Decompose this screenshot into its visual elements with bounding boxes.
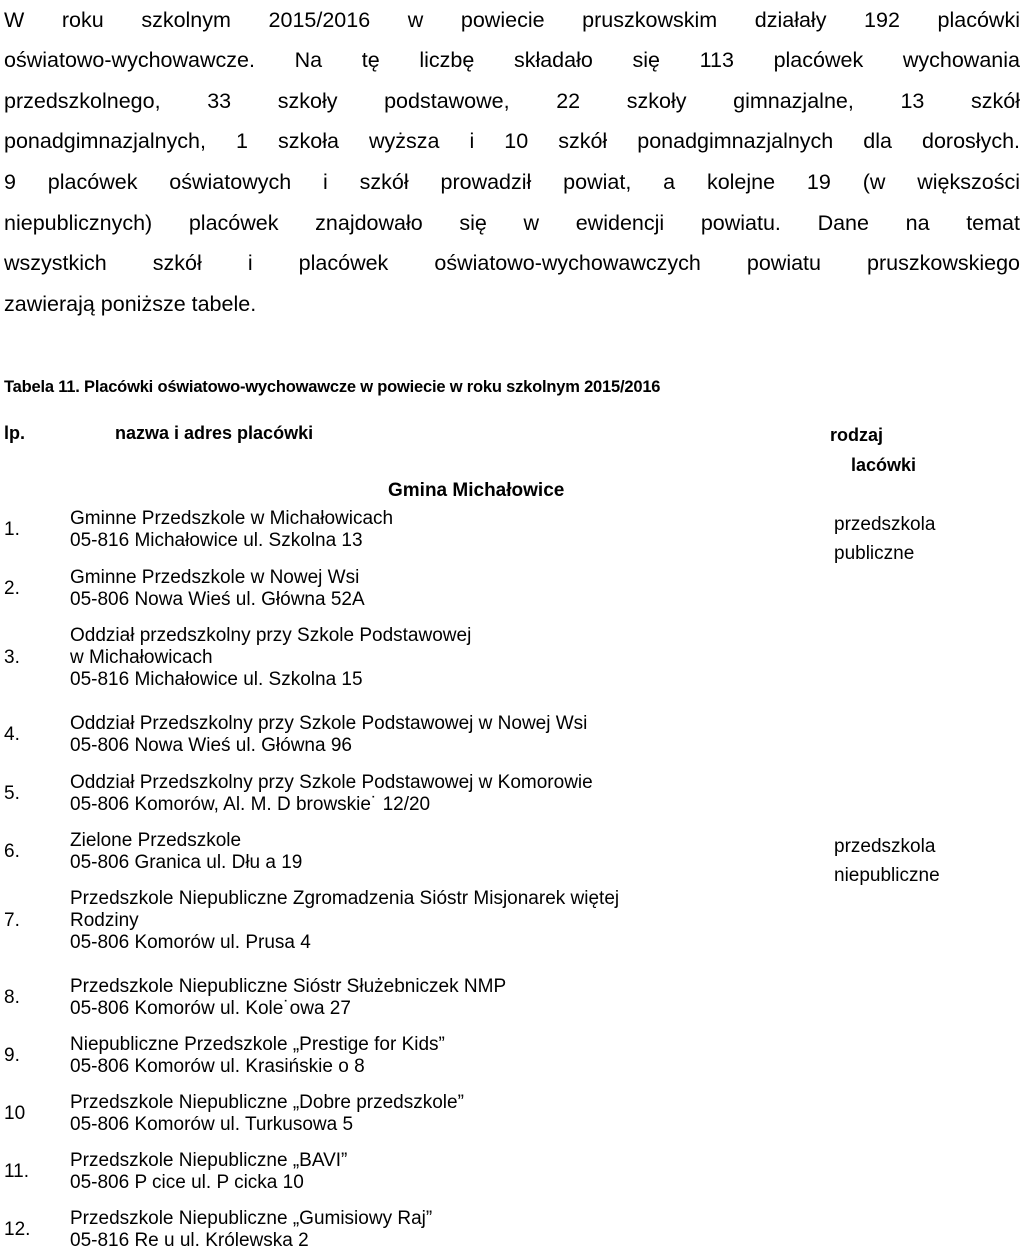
paragraph-line: niepublicznych) placówek znajdowało się w ewidencji powiatu. Dane na temat <box>4 211 1020 235</box>
paragraph-line: przedszkolnego, 33 szkoły podstawowe, 22 szkoły gimnazjalne, 13 szkół <box>4 89 1020 113</box>
placowka-line: Rodziny <box>70 910 139 931</box>
table-caption: Tabela 11. Placówki oświatowo-wychowawcze w powiecie w roku szkolnym 2015/2016 <box>4 378 661 396</box>
placowka-name-address <box>70 567 365 611</box>
placowka-line: Oddział Przedszkolny przy Szkole Podstawowej w Komorowie <box>70 772 593 793</box>
placowka-type <box>834 832 940 890</box>
placowka-name-address <box>70 1092 464 1136</box>
row-number: 2. <box>4 578 20 599</box>
placowka-name-address <box>70 1034 445 1078</box>
paragraph-line: 9 placówek oświatowych i szkół prowadził powiat, a kolejne 19 (w większości <box>4 170 1020 194</box>
placowka-line: Przedszkole Niepubliczne „Dobre przedszkole” <box>70 1092 464 1113</box>
placowka-type-line: przedszkola <box>834 836 936 857</box>
placowka-line: Gminne Przedszkole w Nowej Wsi <box>70 567 360 588</box>
placowka-line: w Michałowicach <box>70 647 213 668</box>
placowka-line: Niepubliczne Przedszkole „Prestige for Kids” <box>70 1034 445 1055</box>
row-number: 1. <box>4 519 20 540</box>
placowka-type-line: przedszkola <box>834 514 936 535</box>
placowka-line: Przedszkole Niepubliczne Zgromadzenia Sióstr Misjonarek więtej <box>70 888 620 909</box>
placowka-name-address <box>70 625 471 691</box>
placowka-name-address <box>70 772 593 816</box>
paragraph-line: zawierają poniższe tabele. <box>4 292 257 316</box>
placowka-line: 05-816 Michałowice ul. Szkolna 15 <box>70 669 363 690</box>
group-header-gmina: Gmina Michałowice <box>388 480 565 501</box>
placowka-line: 05-806 Granica ul. Dłu a 19 <box>70 852 303 873</box>
row-number: 12. <box>4 1219 31 1240</box>
placowka-name-address <box>70 713 587 757</box>
column-header-type-line1: rodzaj <box>830 425 884 445</box>
placowka-name-address <box>70 976 506 1020</box>
placowka-line: 05-806 Komorów, Al. M. D browskie˙ 12/20 <box>70 794 431 815</box>
row-number: 3. <box>4 647 20 668</box>
row-number: 8. <box>4 987 20 1008</box>
placowka-line: 05-806 P cice ul. P cicka 10 <box>70 1172 304 1193</box>
placowka-line: 05-806 Komorów ul. Prusa 4 <box>70 932 311 953</box>
row-number: 5. <box>4 783 20 804</box>
row-number: 7. <box>4 910 20 931</box>
column-header-lp: lp. <box>4 423 25 443</box>
placowka-line: 05-806 Komorów ul. Kole˙owa 27 <box>70 998 351 1019</box>
placowka-line: Zielone Przedszkole <box>70 830 242 851</box>
placowka-name-address <box>70 508 393 552</box>
placowka-type-line: niepubliczne <box>834 865 940 886</box>
row-number: 10 <box>4 1103 26 1124</box>
placowka-name-address <box>70 1208 432 1252</box>
placowka-line: 05-806 Komorów ul. Turkusowa 5 <box>70 1114 354 1135</box>
placowka-type-line: publiczne <box>834 543 915 564</box>
paragraph-line: oświatowo-wychowawcze. Na tę liczbę składało się 113 placówek wychowania <box>4 48 1020 72</box>
placowka-line: 05-816 Michałowice ul. Szkolna 13 <box>70 530 363 551</box>
placowka-line: Przedszkole Niepubliczne Sióstr Służebniczek NMP <box>70 976 507 997</box>
placowka-line: Oddział Przedszkolny przy Szkole Podstawowej w Nowej Wsi <box>70 713 588 734</box>
placowka-line: 05-806 Nowa Wieś ul. Główna 52A <box>70 589 365 610</box>
placowka-line: Przedszkole Niepubliczne „BAVI” <box>70 1150 348 1171</box>
placowka-line: Oddział przedszkolny przy Szkole Podstawowej <box>70 625 472 646</box>
placowka-line: Gminne Przedszkole w Michałowicach <box>70 508 394 529</box>
paragraph-line: W roku szkolnym 2015/2016 w powiecie pruszkowskim działały 192 placówki <box>4 8 1020 32</box>
placowka-type <box>834 510 935 568</box>
placowka-line: 05-806 Komorów ul. Krasińskie o 8 <box>70 1056 365 1077</box>
column-header-type-line2: lacówki <box>851 455 917 475</box>
column-header-name: nazwa i adres placówki <box>115 423 314 443</box>
placowka-line: 05-806 Nowa Wieś ul. Główna 96 <box>70 735 352 756</box>
placowka-name-address <box>70 830 302 874</box>
row-number: 4. <box>4 724 20 745</box>
placowka-line: Przedszkole Niepubliczne „Gumisiowy Raj” <box>70 1208 433 1229</box>
placowka-line: 05-816 Re u ul. Królewska 2 <box>70 1230 309 1251</box>
row-number: 6. <box>4 841 20 862</box>
paragraph-line: wszystkich szkół i placówek oświatowo-wychowawczych powiatu pruszkowskiego <box>4 251 1020 275</box>
placowka-name-address <box>70 888 619 954</box>
paragraph-line: ponadgimnazjalnych, 1 szkoła wyższa i 10 szkół ponadgimnazjalnych dla dorosłych. <box>4 129 1020 153</box>
placowka-name-address <box>70 1150 347 1194</box>
row-number: 11. <box>4 1161 30 1182</box>
row-number: 9. <box>4 1045 20 1066</box>
